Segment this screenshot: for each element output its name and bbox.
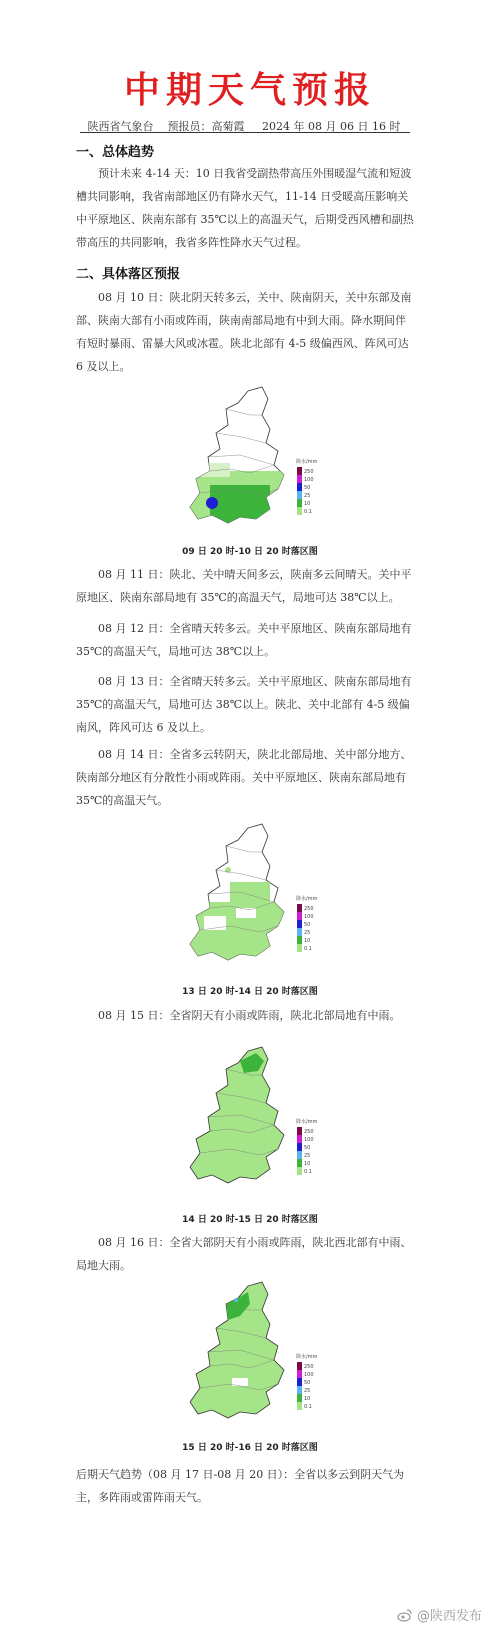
legend-title: 降水/mm [296, 459, 318, 465]
legend-level: 50 [304, 922, 311, 928]
day-label: 08 月 13 日： [98, 675, 170, 688]
day-label: 08 月 10 日： [98, 291, 170, 304]
legend-level: 250 [304, 1129, 314, 1135]
precip-map-2 [170, 822, 340, 972]
day-text: 全省大部阴天有小雨或阵雨，陕北西北部有中雨、局地大雨。 [76, 1236, 412, 1272]
day-label: 08 月 15 日： [98, 1009, 170, 1022]
day-text: 陕北、关中晴天间多云，陕南多云间晴天。关中平原地区、陕南东部局地有 35℃的高温天气，局地可达 38℃以上。 [76, 568, 412, 604]
day-text: 全省阴天有小雨或阵雨，陕北北部局地有中雨。 [169, 1009, 401, 1022]
precip-map-4 [170, 1280, 340, 1430]
day-forecast-11 [76, 563, 416, 609]
legend-title: 降水/mm [296, 1354, 318, 1360]
legend-level: 10 [304, 501, 311, 507]
precip-legend [296, 1118, 318, 1175]
day-label: 08 月 12 日： [98, 622, 170, 635]
document-title: 中期天气预报 [123, 70, 376, 111]
org-name: 陕西省气象台 [87, 120, 154, 133]
weibo-watermark [397, 1605, 482, 1624]
forecaster-label: 预报员： [167, 120, 212, 133]
legend-level: 10 [304, 1161, 311, 1167]
legend-level: 100 [304, 477, 314, 483]
legend-level: 25 [304, 1153, 311, 1159]
map-caption-3: 14 日 20 时-15 日 20 时落区图 [182, 1215, 318, 1225]
precip-map-3 [170, 1045, 340, 1195]
overall-text: 预计未来 4-14 天：10 日我省受副热带高压外围暖湿气流和短波槽共同影响，我省南部地区仍有降水天气，11-14 日受暖高压影响关中平原地区、陕南东部有 35℃以上的高温天气，后期受西风槽和副热带高压的共同影响，我省多阵性降水天气过程。 [76, 167, 414, 249]
legend-level: 25 [304, 1388, 311, 1394]
forecaster-name: 高菊霞 [211, 120, 245, 133]
precip-map-1 [170, 385, 340, 535]
map-caption-4: 15 日 20 时-16 日 20 时落区图 [182, 1443, 318, 1453]
precip-legend [296, 895, 318, 952]
legend-level: 0.1 [304, 1169, 312, 1175]
legend-level: 250 [304, 1364, 314, 1370]
day-label: 08 月 11 日： [98, 568, 170, 581]
legend-level: 50 [304, 1380, 311, 1386]
precip-legend [296, 458, 318, 515]
day-forecast-10 [76, 286, 416, 378]
legend-title: 降水/mm [296, 896, 318, 902]
header-rule [80, 132, 410, 133]
weibo-icon [397, 1608, 413, 1622]
day-forecast-12 [76, 617, 416, 663]
legend-title: 降水/mm [296, 1119, 318, 1125]
outlook-text: 全省以多云到阴天气为主，多阵雨或雷阵雨天气。 [76, 1468, 405, 1504]
legend-level: 50 [304, 485, 311, 491]
legend-level: 50 [304, 1145, 311, 1151]
issue-date: 2024 年 08 月 06 日 16 时 [262, 120, 401, 133]
map-caption-1: 09 日 20 时-10 日 20 时落区图 [182, 547, 318, 557]
overall-heading: 一、总体趋势 [76, 145, 155, 160]
legend-level: 100 [304, 914, 314, 920]
legend-level: 10 [304, 938, 311, 944]
day-forecast-16 [76, 1231, 416, 1277]
legend-level: 10 [304, 1396, 311, 1402]
day-text: 全省晴天转多云。关中平原地区、陕南东部局地有 35℃的高温天气，局地可达 38℃以上。 [76, 622, 412, 658]
day-forecast-15 [76, 1004, 416, 1027]
day-forecast-14 [76, 743, 416, 812]
day-forecast-13 [76, 670, 416, 739]
legend-level: 250 [304, 906, 314, 912]
watermark-text: @陕西发布 [416, 1609, 482, 1624]
day-label: 08 月 14 日： [98, 748, 170, 761]
legend-level: 250 [304, 469, 314, 475]
legend-level: 0.1 [304, 1404, 312, 1410]
day-text: 全省多云转阴天，陕北北部局地、关中部分地方、陕南部分地区有分散性小雨或阵雨。关中平原地区、陕南东部局地有 35℃的高温天气。 [76, 748, 412, 807]
legend-level: 0.1 [304, 509, 312, 515]
legend-level: 0.1 [304, 946, 312, 952]
outlook-paragraph [76, 1463, 416, 1509]
precip-legend [296, 1353, 318, 1410]
detail-heading: 二、具体落区预报 [76, 267, 181, 282]
legend-level: 25 [304, 930, 311, 936]
legend-level: 25 [304, 493, 311, 499]
day-text: 全省晴天转多云。关中平原地区、陕南东部局地有 35℃的高温天气，局地可达 38℃以上。陕北、关中北部有 4-5 级偏南风，阵风可达 6 及以上。 [76, 675, 412, 734]
legend-level: 100 [304, 1137, 314, 1143]
day-label: 08 月 16 日： [98, 1236, 170, 1249]
day-text: 陕北阴天转多云，关中、陕南阴天，关中东部及南部、陕南大部有小雨或阵雨，陕南南部局地有中到大雨。降水期间伴有短时暴雨、雷暴大风或冰雹。陕北北部有 4-5 级偏西风、阵风可达 6 及以上。 [76, 291, 412, 373]
legend-level: 100 [304, 1372, 314, 1378]
map-caption-2: 13 日 20 时-14 日 20 时落区图 [182, 987, 318, 997]
outlook-label: 后期天气趋势（08 月 17 日-08 月 20 日）： [76, 1468, 295, 1481]
